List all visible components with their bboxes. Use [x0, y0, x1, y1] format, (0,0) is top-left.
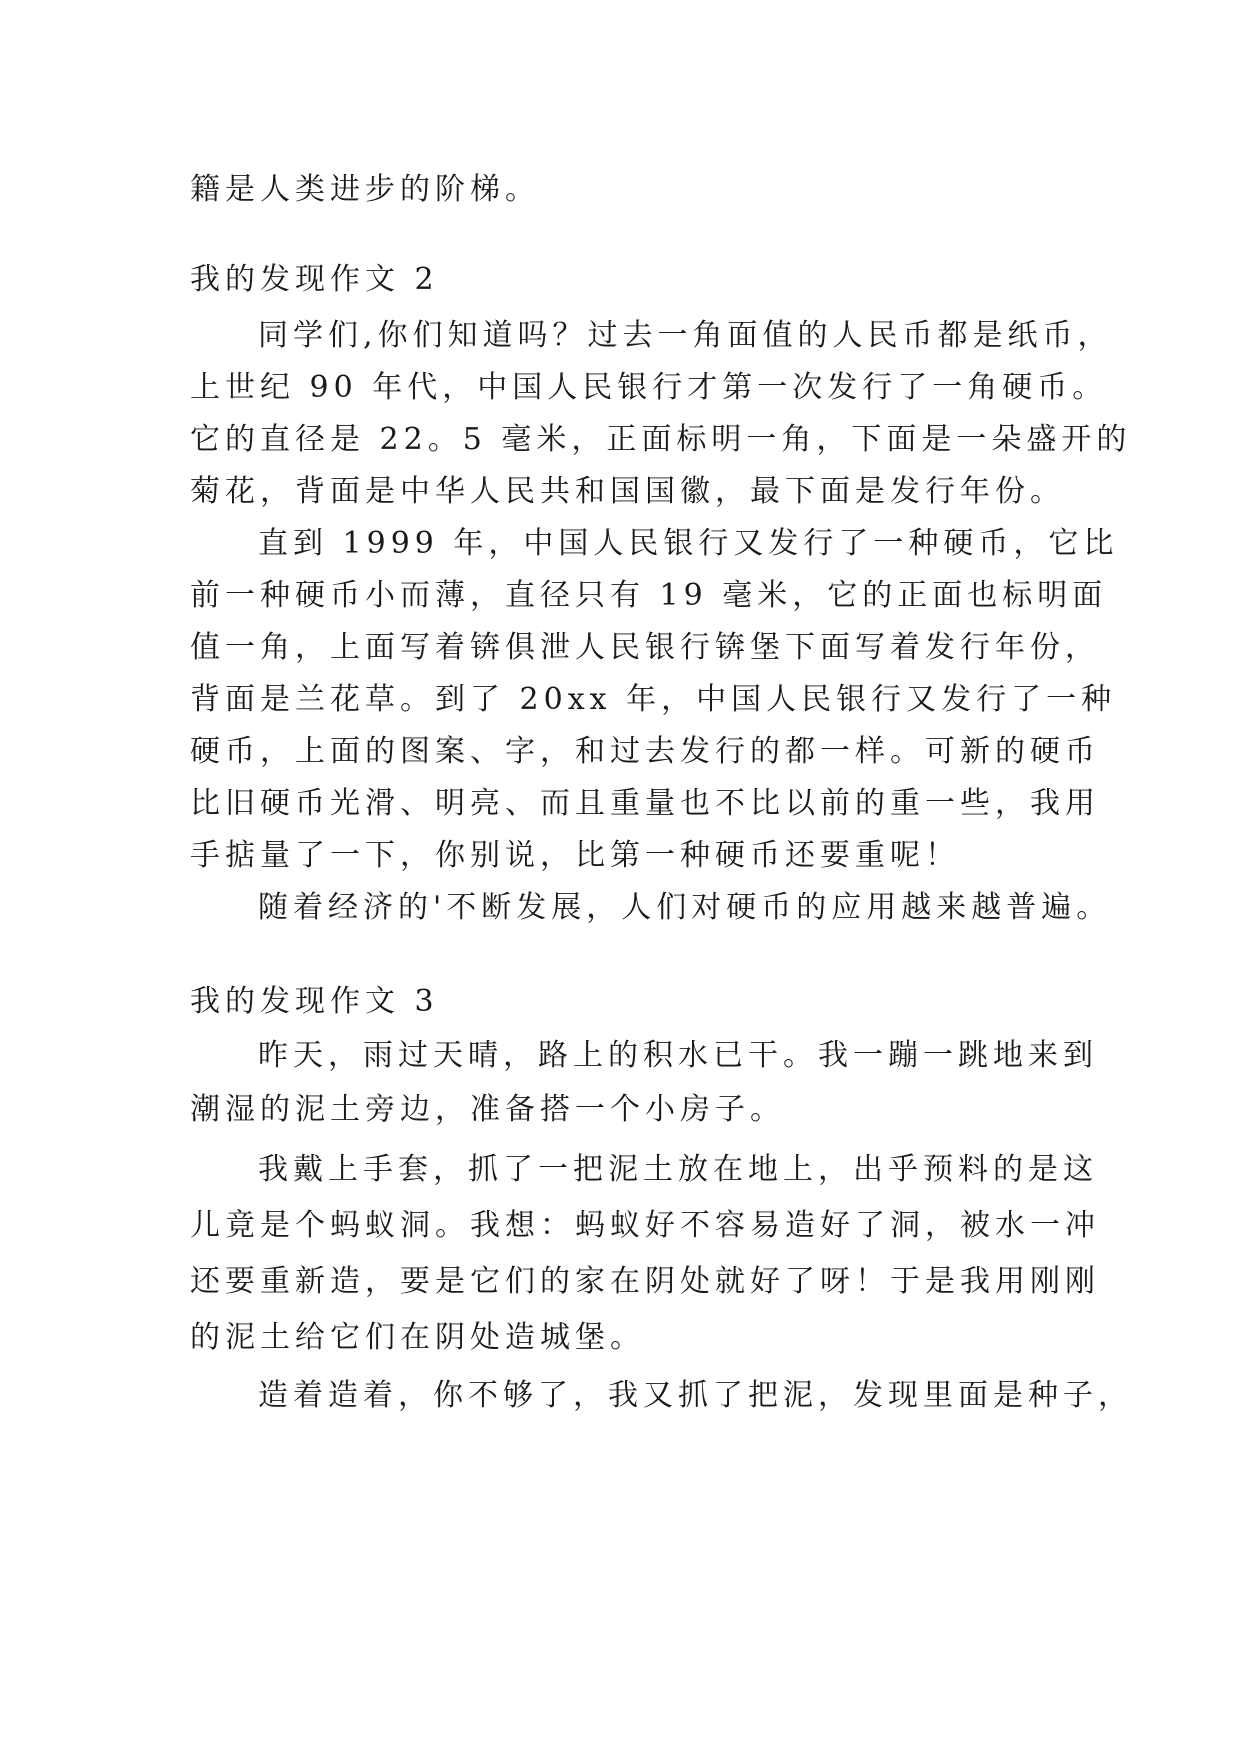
paragraph-line: 我戴上手套，抓了一把泥土放在地上，出乎预料的是这: [258, 1152, 1098, 1187]
paragraph-line: 前一种硬币小而薄，直径只有 19 毫米，它的正面也标明面: [190, 578, 1108, 613]
paragraph-line: 还要重新造，要是它们的家在阴处就好了呀！于是我用刚刚: [190, 1264, 1100, 1299]
section-heading: 我的发现作文 2: [190, 262, 439, 297]
paragraph-line: 潮湿的泥土旁边，准备搭一个小房子。: [190, 1092, 785, 1127]
paragraph-line: 上世纪 90 年代，中国人民银行才第一次发行了一角硬币。: [190, 370, 1108, 405]
paragraph-line: 菊花，背面是中华人民共和国国徽，最下面是发行年份。: [190, 474, 1065, 509]
paragraph-line: 昨天，雨过天晴，路上的积水已干。我一蹦一跳地来到: [258, 1038, 1098, 1073]
paragraph-line: 背面是兰花草。到了 20xx 年，中国人民银行又发行了一种: [190, 682, 1117, 717]
paragraph-line: 手掂量了一下，你别说，比第一种硬币还要重呢！: [190, 838, 960, 873]
paragraph-line: 籍是人类进步的阶梯。: [190, 172, 540, 207]
paragraph-line: 它的直径是 22。5 毫米，正面标明一角，下面是一朵盛开的: [190, 422, 1132, 457]
paragraph-line: 随着经济的'不断发展，人们对硬币的应用越来越普遍。: [258, 890, 1112, 925]
section-heading: 我的发现作文 3: [190, 984, 439, 1019]
paragraph-line: 的泥土给它们在阴处造城堡。: [190, 1320, 645, 1355]
paragraph-line: 儿竟是个蚂蚁洞。我想：蚂蚁好不容易造好了洞，被水一冲: [190, 1208, 1100, 1243]
paragraph-line: 值一角，上面写着锛俱泄人民银行锛堡下面写着发行年份，: [190, 630, 1100, 665]
paragraph-line: 直到 1999 年，中国人民银行又发行了一种硬币，它比: [258, 526, 1119, 561]
paragraph-line: 硬币，上面的图案、字，和过去发行的都一样。可新的硬币: [190, 734, 1100, 769]
paragraph-line: 同学们,你们知道吗？过去一角面值的人民币都是纸币，: [258, 318, 1113, 353]
paragraph-line: 比旧硬币光滑、明亮、而且重量也不比以前的重一些，我用: [190, 786, 1100, 821]
paragraph-line: 造着造着，你不够了，我又抓了把泥，发现里面是种子，: [258, 1378, 1133, 1413]
